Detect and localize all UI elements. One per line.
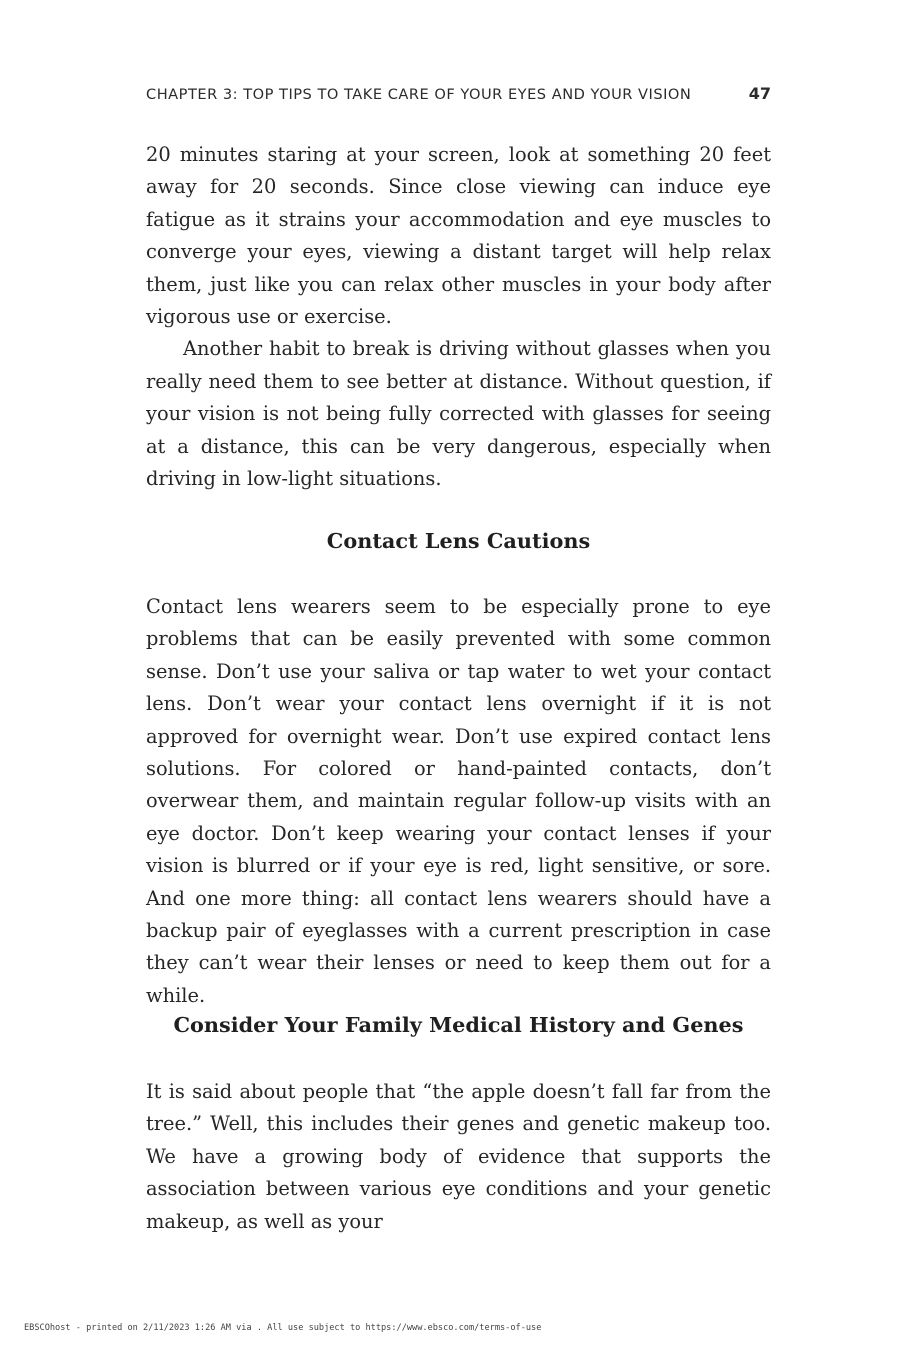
page-number: 47 [748, 84, 771, 103]
family-history-text-block [146, 1076, 771, 1238]
contact-lens-text-block [146, 591, 771, 1012]
section-heading-family-history: Consider Your Family Medical History and Genes [173, 1012, 744, 1037]
paragraph-driving-habit: Another habit to break is driving without glasses when you really need them to see better at distance. Without question, if your vision is not being fully corrected with glasses for seeing at a distance, this can be very dangerous, especially when driving in low-light situations. [146, 337, 771, 491]
running-header [146, 84, 771, 103]
paragraph-contact-lens: Contact lens wearers seem to be especially prone to eye problems that can be easily prevented with some common sense. Don’t use your saliva or tap water to wet your contact lens. Don’t wear your contact lens overnight if it is not approved for overnight wear. Don’t use expired contact lens solutions. For colored or hand-painted contacts, don’t overwear them, and maintain regular follow-up visits with an eye doctor. Don’t keep wearing your contact lenses if your vision is blurred or if your eye is red, light sensitive, or sore. And one more thing: all contact lens wearers should have a backup pair of eyeglasses with a current prescription in case they can’t wear their lenses or need to keep them out for a while. [146, 595, 771, 1007]
intro-text-block [146, 139, 771, 495]
print-footer: EBSCOhost - printed on 2/11/2023 1:26 AM via . All use subject to https://www.ebsco.com/terms-of-use [24, 1323, 542, 1333]
section-heading-contact-lens: Contact Lens Cautions [326, 528, 591, 553]
chapter-title: CHAPTER 3: TOP TIPS TO TAKE CARE OF YOUR EYES AND YOUR VISION [146, 86, 692, 103]
paragraph-family-history: It is said about people that “the apple doesn’t fall far from the tree.” Well, this includes their genes and genetic makeup too. We have a growing body of evidence that supports the association between various eye conditions and your genetic makeup, as well as your [146, 1080, 771, 1233]
paragraph-continued: 20 minutes staring at your screen, look at something 20 feet away for 20 seconds. Since close viewing can induce eye fatigue as it strains your accommodation and eye muscles to converge your eyes, viewing a distant target will help relax them, just like you can relax other muscles in your body after vigorous use or exercise. [146, 143, 771, 329]
